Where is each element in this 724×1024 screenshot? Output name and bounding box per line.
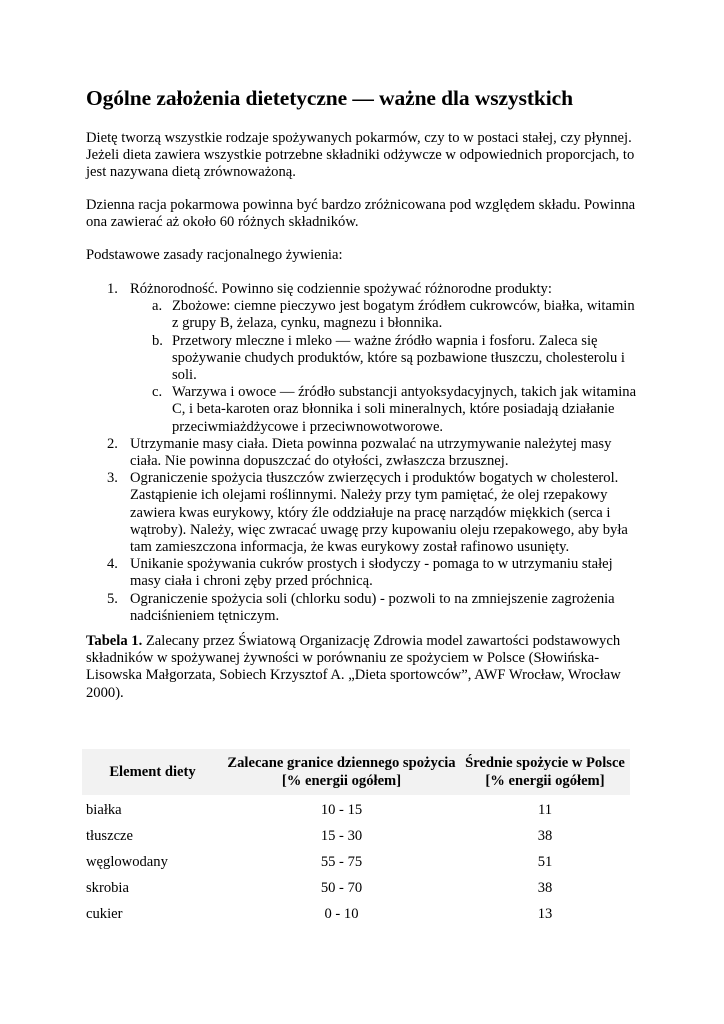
column-header: Element diety — [109, 764, 196, 780]
list-item — [86, 281, 642, 436]
list-number: 3. — [107, 470, 118, 487]
sub-list-text: Warzywa i owoce — źródło substancji antyoksydacyjnych, takich jak witamina C, i beta-karoten oraz błonnika i soli mineralnych, które posiadają działanie przeciwmiażdżycowe i przeciwnowotworowe. — [172, 384, 637, 435]
table-cell: skrobia — [86, 880, 129, 896]
table-cell: białka — [86, 802, 122, 818]
list-item — [86, 436, 642, 470]
list-item — [86, 556, 642, 590]
table-header-row — [82, 749, 630, 795]
column-header: Średnie spożycie w Polsce [% energii ogółem] — [465, 755, 625, 789]
list-item-text: Różnorodność. Powinno się codziennie spożywać różnorodne produkty: — [130, 281, 552, 297]
table-cell: węglowodany — [86, 854, 168, 870]
table-cell: 51 — [537, 854, 553, 870]
table-row — [82, 827, 630, 853]
sub-list-item — [130, 333, 642, 385]
table-row — [82, 853, 630, 879]
list-item — [86, 470, 642, 556]
sub-list-text: Przetwory mleczne i mleko — ważne źródło wapnia i fosforu. Zaleca się spożywanie chudych produktów, które są pozbawione tłuszczu, cholesterolu i soli. — [172, 332, 625, 384]
list-item — [86, 591, 642, 625]
table-row — [82, 879, 630, 905]
table-cell: tłuszcze — [86, 828, 133, 844]
caption-label: Tabela 1. — [86, 633, 143, 649]
table-cell: 38 — [537, 828, 553, 844]
sub-list-item — [130, 384, 642, 436]
table-cell: 10 - 15 — [320, 802, 363, 818]
table-cell: 11 — [537, 802, 553, 818]
nutrition-table — [82, 749, 630, 931]
table-cell: 55 - 75 — [320, 854, 363, 870]
list-number: 4. — [107, 556, 118, 573]
sub-list-text: Zbożowe: ciemne pieczywo jest bogatym źródłem cukrowców, białka, witamin z grupy B, żelaza, cynku, magnezu i błonnika. — [172, 298, 635, 332]
list-item-text: Ograniczenie spożycia soli (chlorku sodu) - pozwoli to na zmniejszenie zagrożenia nadciśnieniem tętniczym. — [130, 590, 615, 624]
table-row — [82, 795, 630, 827]
page-title: Ogólne założenia dietetyczne — ważne dla wszystkich — [86, 86, 573, 110]
table-cell: 38 — [537, 880, 553, 896]
caption-text: Zalecany przez Światową Organizację Zdrowia model zawartości podstawowych składników w spożywanej żywności w porównaniu ze spożyciem w Polsce (Słowińska-Lisowska Małgorzata, Sobiech Krzysztof A. „Dieta sportowców”, AWF Wrocław, Wrocław 2000). — [86, 633, 621, 701]
list-number: 1. — [107, 281, 118, 297]
sub-list-letter: b. — [152, 332, 163, 349]
sub-list-letter: a. — [152, 298, 163, 315]
table-cell: 50 - 70 — [320, 880, 363, 896]
principles-heading: Podstawowe zasady racjonalnego żywienia: — [86, 247, 343, 263]
column-header: Zalecane granice dziennego spożycia [% energii ogółem] — [227, 755, 456, 789]
sub-list-letter: c. — [152, 384, 163, 401]
table-row — [82, 905, 630, 931]
principles-list — [86, 281, 642, 625]
list-number: 5. — [107, 590, 118, 607]
list-item-text: Unikanie spożywania cukrów prostych i słodyczy - pomaga to w utrzymaniu stałej masy ciała i chroni zęby przed próchnicą. — [130, 556, 613, 590]
daily-ration-paragraph: Dzienna racja pokarmowa powinna być bardzo zróżnicowana pod względem składu. Powinna ona zawierać aż około 60 różnych składników. — [86, 197, 636, 231]
sub-list-item — [130, 298, 642, 332]
table-cell: cukier — [86, 906, 123, 922]
list-item-text: Utrzymanie masy ciała. Dieta powinna pozwalać na utrzymywanie należytej masy ciała. Nie powinna dopuszczać do otyłości, zwłaszcza brzusznej. — [130, 435, 612, 470]
table-cell: 0 - 10 — [324, 906, 359, 922]
table-cell: 15 - 30 — [320, 828, 363, 844]
table-caption — [86, 633, 642, 702]
list-item-text: Ograniczenie spożycia tłuszczów zwierzęcych i produktów bogatych w cholesterol. Zastąpienie ich olejami roślinnymi. Należy przy tym pamiętać, że olej rzepakowy zawiera kwas eurykowy, który źle oddziałuje na pracę narządów miękkich (serca i wątroby). Należy, więc zwracać uwagę przy kupowaniu oleju rzepakowego, aby była tam zamieszczona informacja, że kwas eurykowy został rafinowo usunięty. — [130, 470, 628, 556]
intro-paragraph: Dietę tworzą wszystkie rodzaje spożywanych pokarmów, czy to w postaci stałej, czy płynnej. Jeżeli dieta zawiera wszystkie potrzebne składniki odżywcze w odpowiednich proporcjach, to jest nazywana dietą zrównoważoną. — [86, 130, 635, 181]
table-cell: 13 — [537, 906, 553, 922]
list-number: 2. — [107, 435, 118, 452]
